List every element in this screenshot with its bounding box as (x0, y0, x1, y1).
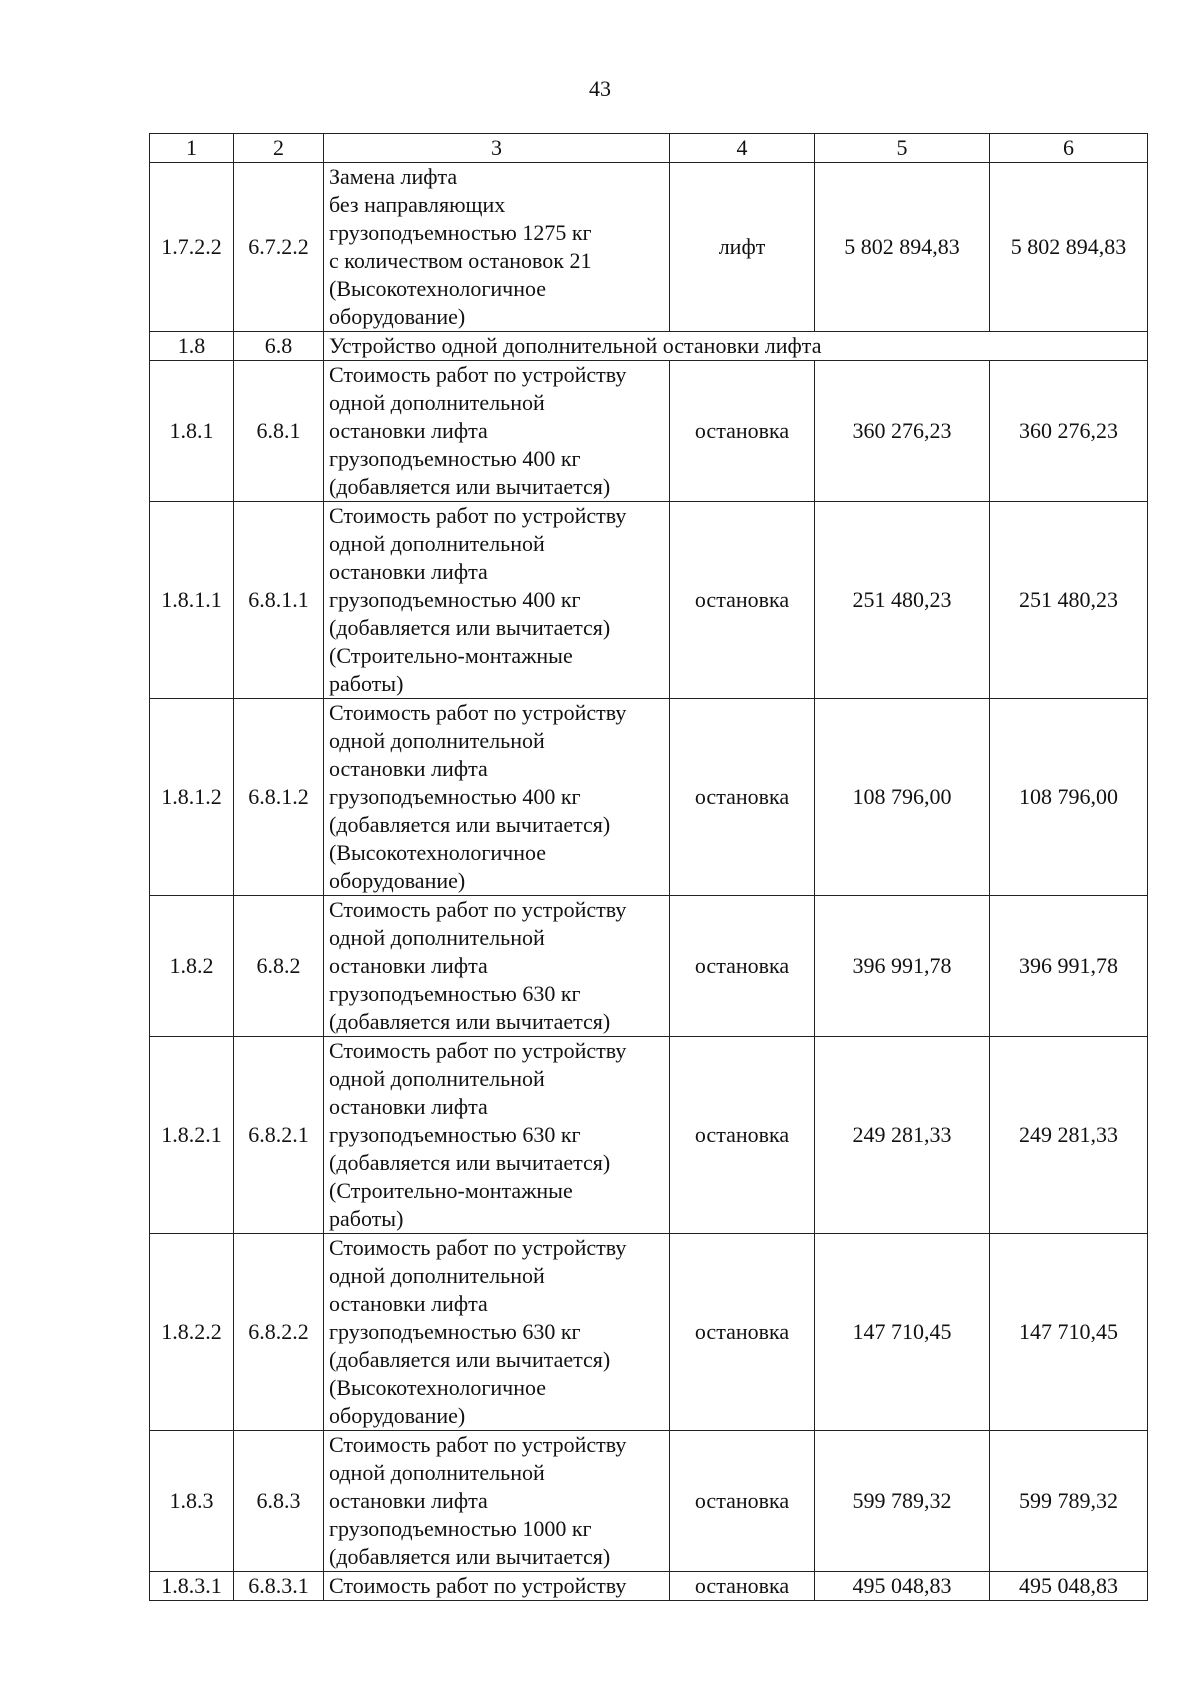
table-row (150, 361, 1148, 502)
row-code-2: 6.7.2.2 (234, 163, 324, 332)
section-title: Устройство одной дополнительной остановки лифта (324, 332, 1148, 361)
row-value-6: 249 281,33 (990, 1037, 1148, 1234)
table-row (150, 699, 1148, 896)
row-value-5: 599 789,32 (815, 1431, 990, 1572)
row-value-6: 251 480,23 (990, 502, 1148, 699)
row-code-2: 6.8.3.1 (234, 1572, 324, 1601)
description-line: Стоимость работ по устройству (329, 503, 627, 528)
row-code-1: 1.8.1 (150, 361, 234, 502)
row-description (324, 361, 670, 502)
description-line: грузоподъемностью 1000 кг (329, 1516, 592, 1541)
description-line: (добавляется или вычитается) (329, 474, 611, 499)
row-code-2: 6.8.2.1 (234, 1037, 324, 1234)
description-line: (Строительно-монтажные (329, 643, 573, 668)
row-unit: остановка (670, 361, 815, 502)
table-row (150, 502, 1148, 699)
description-line: Стоимость работ по устройству (329, 362, 627, 387)
table-row (150, 1037, 1148, 1234)
row-value-6: 147 710,45 (990, 1234, 1148, 1431)
row-value-5: 251 480,23 (815, 502, 990, 699)
table-row (150, 1234, 1148, 1431)
row-value-6: 5 802 894,83 (990, 163, 1148, 332)
header-cell-1: 1 (150, 134, 234, 163)
row-code-2: 6.8.2.2 (234, 1234, 324, 1431)
description-line: с количеством остановок 21 (329, 248, 592, 273)
row-code-1: 1.8.3.1 (150, 1572, 234, 1601)
description-line: без направляющих (329, 192, 506, 217)
description-line: остановки лифта (329, 1094, 488, 1119)
row-code-1: 1.8.3 (150, 1431, 234, 1572)
description-line: грузоподъемностью 400 кг (329, 587, 581, 612)
row-value-5: 249 281,33 (815, 1037, 990, 1234)
row-code-2: 6.8.2 (234, 896, 324, 1037)
description-line: работы) (329, 671, 404, 696)
description-line: одной дополнительной (329, 1460, 545, 1485)
price-table (149, 133, 1148, 1601)
description-line: оборудование) (329, 868, 466, 893)
row-description (324, 502, 670, 699)
description-line: Стоимость работ по устройству (329, 897, 627, 922)
description-line: остановки лифта (329, 756, 488, 781)
description-line: (добавляется или вычитается) (329, 812, 611, 837)
row-code-1: 1.8.1.1 (150, 502, 234, 699)
description-line: (добавляется или вычитается) (329, 1150, 611, 1175)
row-unit: лифт (670, 163, 815, 332)
description-line: оборудование) (329, 304, 466, 329)
description-line: грузоподъемностью 1275 кг (329, 220, 592, 245)
description-line: Стоимость работ по устройству (329, 700, 627, 725)
description-line: грузоподъемностью 630 кг (329, 1319, 581, 1344)
row-code-2: 6.8.1.2 (234, 699, 324, 896)
description-line: (Строительно-монтажные (329, 1178, 573, 1203)
description-line: Стоимость работ по устройству (329, 1432, 627, 1457)
section-code-2: 6.8 (234, 332, 324, 361)
table-row (150, 1572, 1148, 1601)
row-code-1: 1.8.2 (150, 896, 234, 1037)
row-value-5: 495 048,83 (815, 1572, 990, 1601)
row-unit: остановка (670, 896, 815, 1037)
row-value-5: 5 802 894,83 (815, 163, 990, 332)
header-cell-6: 6 (990, 134, 1148, 163)
description-line: одной дополнительной (329, 1263, 545, 1288)
row-value-5: 396 991,78 (815, 896, 990, 1037)
description-line: грузоподъемностью 630 кг (329, 981, 581, 1006)
description-line: оборудование) (329, 1403, 466, 1428)
row-unit: остановка (670, 1037, 815, 1234)
description-line: одной дополнительной (329, 925, 545, 950)
description-line: (Высокотехнологичное (329, 276, 547, 301)
row-unit: остановка (670, 1572, 815, 1601)
table-row (150, 1431, 1148, 1572)
description-line: (добавляется или вычитается) (329, 615, 611, 640)
description-line: (добавляется или вычитается) (329, 1347, 611, 1372)
row-value-6: 108 796,00 (990, 699, 1148, 896)
row-description (324, 163, 670, 332)
header-cell-4: 4 (670, 134, 815, 163)
description-line: Стоимость работ по устройству (329, 1235, 627, 1260)
header-cell-2: 2 (234, 134, 324, 163)
description-line: (добавляется или вычитается) (329, 1009, 611, 1034)
row-code-2: 6.8.3 (234, 1431, 324, 1572)
description-line: (Высокотехнологичное (329, 1375, 547, 1400)
row-description (324, 1431, 670, 1572)
row-description (324, 699, 670, 896)
description-line: грузоподъемностью 630 кг (329, 1122, 581, 1147)
description-line: остановки лифта (329, 1488, 488, 1513)
section-code-1: 1.8 (150, 332, 234, 361)
row-value-6: 599 789,32 (990, 1431, 1148, 1572)
description-line: грузоподъемностью 400 кг (329, 784, 581, 809)
description-line: (Высокотехнологичное (329, 840, 547, 865)
row-code-1: 1.8.2.1 (150, 1037, 234, 1234)
header-row (150, 134, 1148, 163)
row-value-5: 108 796,00 (815, 699, 990, 896)
description-line: остановки лифта (329, 953, 488, 978)
description-line: одной дополнительной (329, 531, 545, 556)
row-unit: остановка (670, 502, 815, 699)
description-line: остановки лифта (329, 1291, 488, 1316)
row-unit: остановка (670, 1431, 815, 1572)
description-line: одной дополнительной (329, 728, 545, 753)
table-row (150, 163, 1148, 332)
description-line: Стоимость работ по устройству (329, 1038, 627, 1063)
row-description (324, 1037, 670, 1234)
row-description (324, 1234, 670, 1431)
description-line: одной дополнительной (329, 1066, 545, 1091)
header-cell-3: 3 (324, 134, 670, 163)
row-description (324, 1572, 670, 1601)
page-number: 43 (589, 76, 611, 101)
row-value-5: 360 276,23 (815, 361, 990, 502)
row-value-6: 360 276,23 (990, 361, 1148, 502)
row-code-1: 1.8.1.2 (150, 699, 234, 896)
row-unit: остановка (670, 1234, 815, 1431)
row-description (324, 896, 670, 1037)
description-line: остановки лифта (329, 559, 488, 584)
row-code-1: 1.8.2.2 (150, 1234, 234, 1431)
row-code-1: 1.7.2.2 (150, 163, 234, 332)
row-code-2: 6.8.1 (234, 361, 324, 502)
row-value-6: 495 048,83 (990, 1572, 1148, 1601)
table-body (150, 134, 1148, 1601)
description-line: грузоподъемностью 400 кг (329, 446, 581, 471)
row-code-2: 6.8.1.1 (234, 502, 324, 699)
header-cell-5: 5 (815, 134, 990, 163)
description-line: Замена лифта (329, 164, 458, 189)
table-row (150, 896, 1148, 1037)
row-value-5: 147 710,45 (815, 1234, 990, 1431)
section-row (150, 332, 1148, 361)
row-unit: остановка (670, 699, 815, 896)
description-line: остановки лифта (329, 418, 488, 443)
description-line: (добавляется или вычитается) (329, 1544, 611, 1569)
description-line: работы) (329, 1206, 404, 1231)
description-line: одной дополнительной (329, 390, 545, 415)
row-value-6: 396 991,78 (990, 896, 1148, 1037)
description-line: Стоимость работ по устройству (329, 1573, 627, 1598)
